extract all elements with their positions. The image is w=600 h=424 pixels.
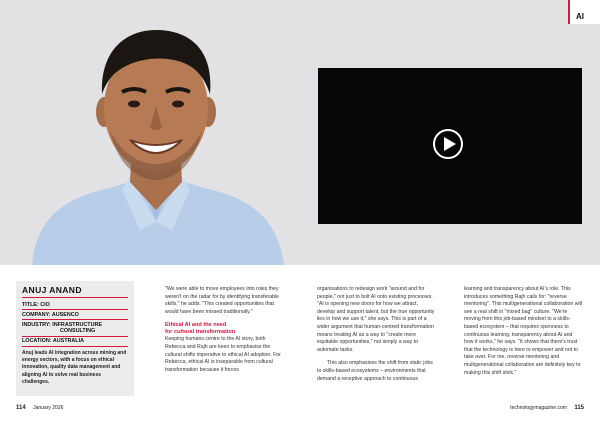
article-paragraph: Keeping humans centre to the AI story, both Rebecca and Rajh are keen to emphasise the cultural shifts imperative to ethical AI adoption. For Rebecca, ethical AI is inseparable from cultural transformation because it forces (165, 336, 281, 373)
article-paragraph: "We were able to move employees into roles they weren't on the radar for by identifying transferable skills," he adds. "This created opportunities that would have been missed traditionally." (165, 286, 280, 315)
article-column-2 (317, 286, 435, 389)
profile-industry-line2: CONSULTING (60, 328, 96, 335)
profile-title: TITLE: CIO (22, 300, 128, 310)
article-paragraph: organisations to redesign work "around and for people," not just to bolt AI onto existing processes. "AI is opening new doors for how we attract, develop and support talent, but the true opportunity lies in how we use it," she says. This is part of a wider argument that human-centred transformation means treating AI as a way to "create more equitable opportunities," not simply a way to automate tasks. (317, 286, 435, 353)
profile-card (16, 281, 134, 396)
site-url[interactable]: technologymagazine.com (510, 405, 567, 411)
article-paragraph: learning and transparency about AI's role. This introduces something Rajh calls for: "reverse mentoring". This multigenerational collaboration will see a real shift in "mixed bag" culture. "We're moving from this job-based mindset to a skills-based ecosystem – that requires openness to continuous learning, transparency about AI and how it works," he says. "It shows that there's trust that the technology is here to empower and not to take over. For me, reverse mentoring and multigenerational collaboration are definitely key to making this shift stick." (464, 286, 582, 376)
profile-name: ANUJ ANAND (22, 285, 128, 298)
profile-location: LOCATION: AUSTRALIA (22, 337, 128, 347)
section-tag (568, 0, 600, 24)
section-tag-label: AI (576, 12, 584, 21)
footer-right (510, 405, 584, 411)
portrait-photo (22, 20, 292, 265)
subheading-line: for cultural transformation (165, 329, 236, 336)
article-paragraph: This also emphasises the shift from static jobs to skills-based ecosystems – environments that demand a receptive approach to continuous (317, 360, 433, 382)
page-number-right: 115 (574, 405, 584, 411)
profile-industry (22, 320, 128, 336)
video-player[interactable] (318, 68, 582, 224)
page-number-left: 114 (16, 405, 26, 411)
issue-date: January 2026 (33, 405, 64, 411)
article-subheading (165, 322, 283, 336)
profile-bio: Anuj leads AI integration across mining and energy sectors, with a focus on ethical innovation, quality data management and aligning AI to solve real business challenges. (22, 350, 127, 385)
footer-left (16, 405, 63, 411)
article-column-1 (165, 286, 283, 380)
play-icon[interactable] (433, 129, 463, 159)
profile-company: COMPANY: AUSENCO (22, 310, 128, 320)
profile-industry-line1: INDUSTRY: INFRASTRUCTURE (22, 321, 102, 328)
article-column-3 (464, 286, 582, 383)
subheading-line: Ethical AI and the need (165, 322, 227, 329)
